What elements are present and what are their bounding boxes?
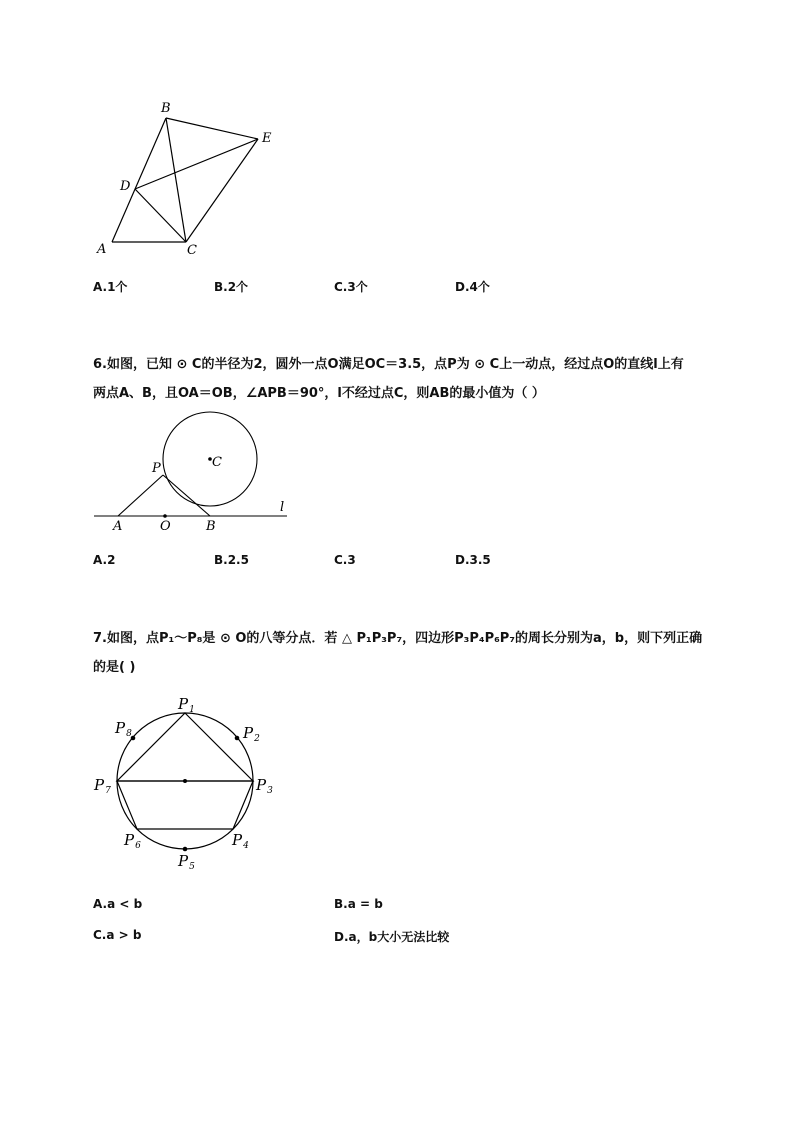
q7-question-text [93, 624, 713, 682]
label-a: A [97, 242, 107, 257]
q6-option-c[interactable]: C.3 [334, 553, 356, 567]
label-p7: $P_7$ [94, 776, 111, 796]
q7-option-c[interactable]: C.a > b [93, 928, 142, 942]
q6-text-line2: 两点A、B，且OA＝OB，∠APB＝90°，l不经过点C，则AB的最小值为（ ） [93, 386, 545, 401]
q6-figure [90, 405, 300, 535]
q5-figure [90, 95, 290, 265]
center-o [183, 779, 187, 783]
label-l: l [280, 500, 285, 515]
label-e: E [262, 131, 272, 146]
label-p5: $P_5$ [178, 852, 195, 872]
segment-pb [163, 475, 210, 516]
q7-figure [90, 688, 280, 878]
q6-option-a[interactable]: A.2 [93, 553, 116, 567]
q5-option-d[interactable]: D.4个 [455, 280, 490, 294]
triangle-p1p3p7 [117, 713, 253, 781]
point-p5 [183, 847, 188, 852]
segment-ec [186, 139, 258, 242]
label-p1: $P_1$ [178, 695, 195, 715]
q5-option-a[interactable]: A.1个 [93, 280, 128, 294]
label-p2: $P_2$ [243, 724, 260, 744]
q6-option-b[interactable]: B.2.5 [214, 553, 249, 567]
label-p4: $P_4$ [232, 831, 249, 851]
label-c: C [212, 455, 222, 470]
segment-bc [166, 118, 186, 242]
q7-option-a[interactable]: A.a < b [93, 897, 143, 911]
q6-question-text [93, 350, 713, 408]
label-b: B [206, 519, 216, 534]
segment-pa [118, 475, 163, 516]
q5-option-b[interactable]: B.2个 [214, 280, 249, 294]
label-b: B [161, 101, 171, 116]
q6-text-line1: 6.如图，已知 ⊙ C的半径为2，圆外一点O满足OC＝3.5，点P为 ⊙ C上一动点，经过点O的直线l上有 [93, 357, 684, 372]
label-p8: $P_8$ [115, 719, 132, 739]
label-p: P [152, 461, 161, 476]
label-c: C [187, 243, 197, 258]
quad-p3p4p6p7 [117, 781, 253, 829]
segment-be [166, 118, 258, 139]
label-o: O [160, 519, 171, 534]
label-a: A [113, 519, 123, 534]
q6-option-d[interactable]: D.3.5 [455, 553, 491, 567]
q7-text-line2: 的是( ) [93, 660, 136, 675]
point-p2 [235, 736, 240, 741]
label-d: D [120, 179, 131, 194]
label-p6: $P_6$ [124, 831, 141, 851]
point-o [163, 514, 167, 518]
q5-option-c[interactable]: C.3个 [334, 280, 368, 294]
q7-text-line1: 7.如图，点P₁～P₈是 ⊙ O的八等分点．若 △ P₁P₃P₇，四边形P₃P₄P₆P₇的周长分别为a，b，则下列正确 [93, 631, 703, 646]
q7-option-b[interactable]: B.a = b [334, 897, 383, 911]
q7-option-d[interactable]: D.a，b大小无法比较 [334, 930, 450, 944]
label-p3: $P_3$ [256, 776, 273, 796]
